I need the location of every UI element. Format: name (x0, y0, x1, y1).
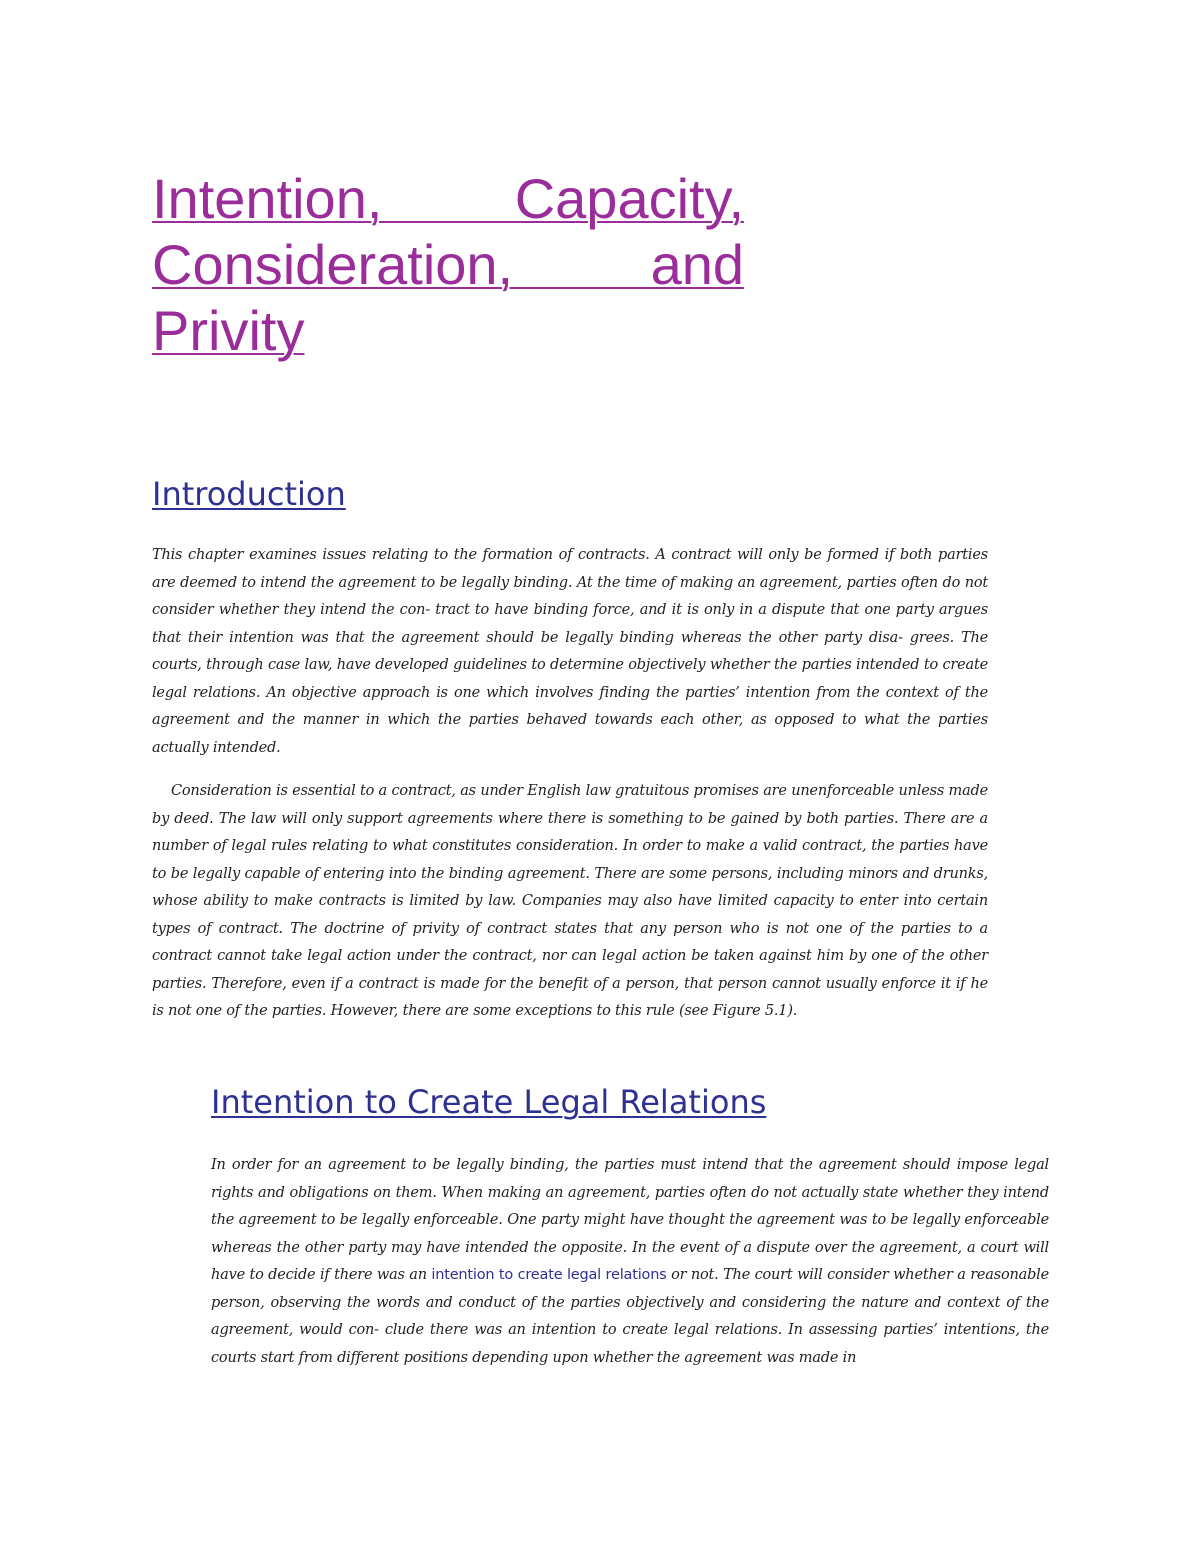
intention-to-create-legal-relations-link[interactable]: intention to create legal relations (431, 1267, 667, 1283)
introduction-paragraph-2: Consideration is essential to a contract, as under English law gratuitous promises are unenforceable unless made by deed. The law will only support agreements where there is something to be gained by both parties. There are a number of legal rules relating to what constitutes consideration. In order to make a valid contract, the parties have to be legally capable of entering into the binding agreement. There are some persons, including minors and drunks, whose ability to make contracts is limited by law. Companies may also have limited capacity to enter into certain types of contract. The doctrine of privity of contract states that any person who is not one of the parties to a contract cannot take legal action under the contract, nor can legal action be taken against him by one of the other parties. Therefore, even if a contract is made for the benefit of a person, that person cannot usually enforce it if he is not one of the parties. However, there are some exceptions to this rule (see Figure 5.1). (152, 783, 988, 1019)
intention-paragraph-text-after-link: or not. The court will consider whether a reasonable person, observing the words and conduct of the parties objectively and considering the nature and context of the agreement, would con- clude there was an intention to create legal relations. In assessing parties’ intentions, the courts start from different positions depending upon whether the agreement was made in (211, 1267, 1050, 1366)
document-title: Intention, Capacity, Consideration, and Privity (152, 167, 744, 362)
intention-section-heading: Intention to Create Legal Relations (211, 1083, 767, 1121)
introduction-paragraph-1: This chapter examines issues relating to the formation of contracts. A contract will only be formed if both parties are deemed to intend the agreement to be legally binding. At the time of making an agreement, parties often do not consider whether they intend the con- tract to have binding force, and it is only in a dispute that one party argues that their intention was that the agreement should be legally binding whereas the other party disa- grees. The courts, through case law, have developed guidelines to determine objectively whether the parties intended to create legal relations. An objective approach is one which involves finding the parties’ intention from the context of the agreement and the manner in which the parties behaved towards each other, as opposed to what the parties actually intended. (152, 547, 988, 756)
intention-paragraph (211, 1152, 1049, 1372)
intention-paragraph-text-before-link: In order for an agreement to be legally binding, the parties must intend that the agreement should impose legal rights and obligations on them. When making an agreement, parties often do not actually state whether they intend the agreement to be legally enforceable. One party might have thought the agreement was to be legally enforceable whereas the other party may have intended the opposite. In the event of a dispute over the agreement, a court will have to decide if there was an (211, 1157, 1049, 1283)
introduction-heading: Introduction (152, 475, 346, 513)
